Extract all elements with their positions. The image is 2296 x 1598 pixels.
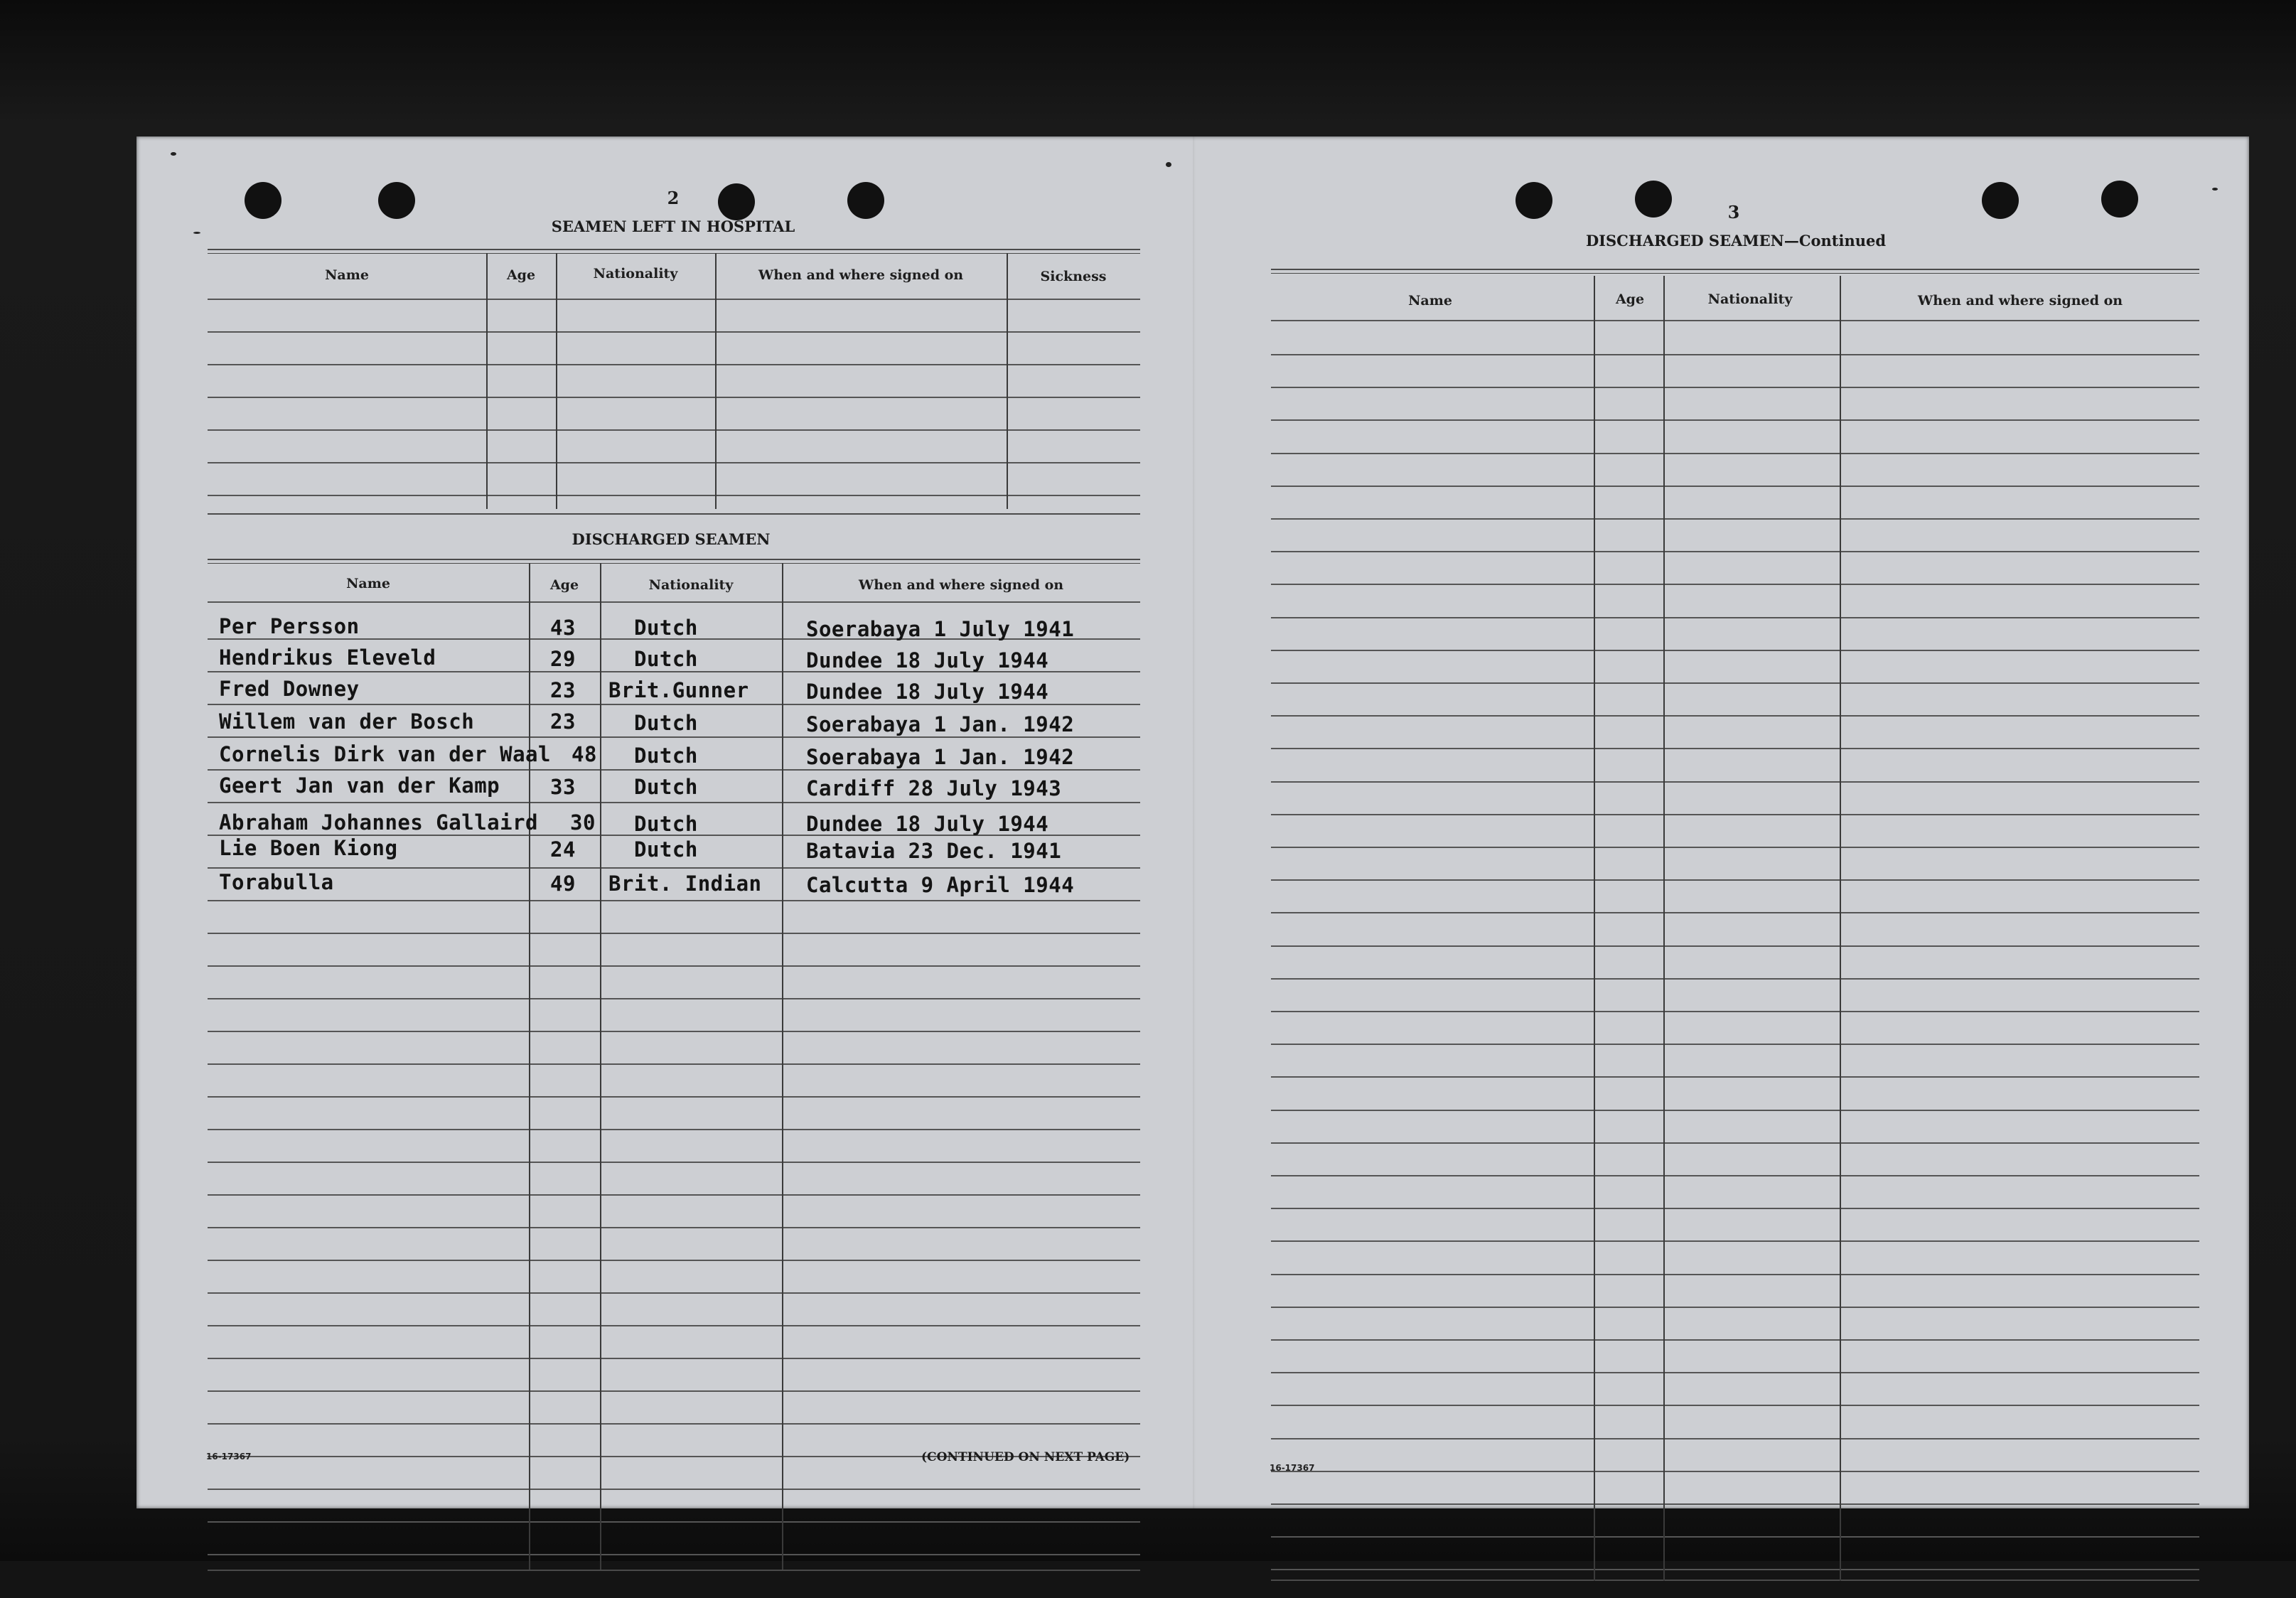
row-rule xyxy=(208,1423,1140,1425)
rule xyxy=(208,249,1140,250)
seaman-age: 29 xyxy=(550,647,576,671)
punch-hole xyxy=(718,183,755,220)
column-divider xyxy=(600,563,601,1570)
seaman-signed-on: Soerabaya 1 Jan. 1942 xyxy=(806,745,1075,769)
column-header-name: Name xyxy=(325,267,369,283)
column-header-signed-on: When and where signed on xyxy=(758,267,964,283)
row-rule xyxy=(1271,682,2199,684)
row-rule xyxy=(1271,1076,2199,1078)
discharged-section-title: DISCHARGED SEAMEN xyxy=(572,530,771,548)
column-header-nationality: Nationality xyxy=(593,266,678,281)
punch-hole xyxy=(847,182,884,219)
rule xyxy=(1271,320,2199,321)
row-rule xyxy=(1271,1405,2199,1406)
seaman-signed-on: Soerabaya 1 July 1941 xyxy=(806,617,1075,641)
seaman-age: 48 xyxy=(572,742,597,766)
row-rule xyxy=(208,462,1140,463)
seaman-nationality: Dutch xyxy=(634,812,698,836)
row-rule xyxy=(208,1292,1140,1294)
column-header-age: Age xyxy=(549,577,579,593)
rule xyxy=(208,1570,1140,1571)
column-header-name: Name xyxy=(346,576,390,591)
column-divider xyxy=(715,253,717,509)
seaman-name: Lie Boen Kiong xyxy=(219,836,398,860)
row-rule xyxy=(1271,978,2199,980)
seaman-age: 33 xyxy=(550,775,576,799)
seaman-signed-on: Dundee 18 July 1944 xyxy=(806,648,1049,672)
row-rule xyxy=(208,1096,1140,1098)
row-rule xyxy=(1271,1339,2199,1341)
row-rule xyxy=(1271,1240,2199,1242)
row-rule xyxy=(208,802,1140,803)
row-rule xyxy=(1271,1011,2199,1012)
row-rule xyxy=(208,965,1140,967)
seaman-name: Geert Jan van der Kamp xyxy=(219,773,500,798)
row-rule xyxy=(1271,617,2199,618)
seaman-name: Torabulla xyxy=(219,870,334,894)
seaman-nationality: Dutch xyxy=(634,647,698,671)
column-header-nationality: Nationality xyxy=(648,577,734,593)
row-rule xyxy=(1271,650,2199,651)
punch-hole xyxy=(378,182,415,219)
hospital-section-title: SEAMEN LEFT IN HOSPITAL xyxy=(551,218,795,235)
seaman-name: Willem van der Bosch xyxy=(219,709,475,734)
seaman-age: 30 xyxy=(570,810,596,835)
column-header-signed-on: When and where signed on xyxy=(858,577,1064,593)
row-rule xyxy=(208,1162,1140,1163)
row-rule xyxy=(1271,1208,2199,1209)
row-rule xyxy=(1271,1569,2199,1570)
row-rule xyxy=(1271,419,2199,421)
row-rule xyxy=(208,364,1140,365)
seaman-nationality: Brit. Indian xyxy=(608,872,762,896)
discharged-continued-title: DISCHARGED SEAMEN—Continued xyxy=(1585,232,1887,250)
row-rule xyxy=(208,1129,1140,1130)
column-header-name: Name xyxy=(1408,293,1452,309)
column-header-age: Age xyxy=(1615,291,1645,307)
seaman-nationality: Brit.Gunner xyxy=(608,678,749,702)
row-rule xyxy=(208,1260,1140,1261)
rule xyxy=(208,253,1140,254)
row-rule xyxy=(1271,1503,2199,1505)
row-rule xyxy=(208,1554,1140,1555)
rule xyxy=(1271,273,2199,274)
punch-hole xyxy=(1635,181,1672,218)
punch-hole xyxy=(2101,181,2138,218)
seaman-name: Abraham Johannes Gallaird xyxy=(219,810,538,835)
seaman-name: Cornelis Dirk van der Waal xyxy=(219,742,551,766)
row-rule xyxy=(1271,1044,2199,1045)
discharged-table xyxy=(208,559,1140,1589)
ink-speck xyxy=(2212,188,2218,191)
row-rule xyxy=(208,1227,1140,1228)
row-rule xyxy=(1271,1438,2199,1439)
column-divider xyxy=(1007,253,1008,509)
column-header-sickness: Sickness xyxy=(1040,269,1107,284)
row-rule xyxy=(1271,387,2199,388)
seaman-signed-on: Cardiff 28 July 1943 xyxy=(806,776,1062,800)
row-rule xyxy=(1271,912,2199,913)
seaman-nationality: Dutch xyxy=(634,837,698,862)
row-rule xyxy=(1271,354,2199,355)
column-divider xyxy=(782,563,783,1570)
row-rule xyxy=(208,1489,1140,1490)
row-rule xyxy=(208,1390,1140,1392)
row-rule xyxy=(1271,584,2199,585)
seaman-name: Fred Downey xyxy=(219,677,360,701)
row-rule xyxy=(208,495,1140,496)
row-rule xyxy=(208,1063,1140,1065)
rule xyxy=(1271,1580,2199,1581)
seaman-age: 23 xyxy=(550,709,576,734)
row-rule xyxy=(1271,748,2199,749)
column-divider xyxy=(486,253,488,509)
page-number: 3 xyxy=(1727,202,1740,222)
row-rule xyxy=(1271,518,2199,520)
row-rule xyxy=(208,1194,1140,1196)
column-divider xyxy=(1840,276,1841,1581)
row-rule xyxy=(208,933,1140,934)
row-rule xyxy=(1271,551,2199,552)
rule xyxy=(208,563,1140,564)
row-rule xyxy=(208,1521,1140,1523)
row-rule xyxy=(1271,1372,2199,1373)
ledger-sheet xyxy=(136,136,2249,1508)
row-rule xyxy=(208,736,1140,738)
column-divider xyxy=(529,563,530,1570)
row-rule xyxy=(1271,781,2199,783)
row-rule xyxy=(1271,486,2199,487)
column-header-nationality: Nationality xyxy=(1707,291,1793,307)
row-rule xyxy=(208,1358,1140,1359)
seaman-age: 23 xyxy=(550,678,576,702)
row-rule xyxy=(1271,1110,2199,1111)
punch-hole xyxy=(1982,182,2019,219)
page-number: 2 xyxy=(667,188,680,208)
row-rule xyxy=(1271,1471,2199,1472)
row-rule xyxy=(208,998,1140,999)
row-rule xyxy=(1271,814,2199,815)
column-divider xyxy=(1663,276,1665,1581)
row-rule xyxy=(208,397,1140,398)
row-rule xyxy=(208,769,1140,771)
row-rule xyxy=(1271,879,2199,881)
seaman-name: Hendrikus Eleveld xyxy=(219,645,436,670)
row-rule xyxy=(208,900,1140,901)
seaman-signed-on: Dundee 18 July 1944 xyxy=(806,812,1049,836)
rule xyxy=(208,601,1140,603)
row-rule xyxy=(208,429,1140,431)
seaman-nationality: Dutch xyxy=(634,744,698,768)
seaman-nationality: Dutch xyxy=(634,775,698,799)
row-rule xyxy=(1271,453,2199,454)
row-rule xyxy=(208,867,1140,869)
rule xyxy=(208,559,1140,560)
ink-speck xyxy=(1166,162,1171,167)
column-header-signed-on: When and where signed on xyxy=(1917,293,2123,309)
seaman-signed-on: Soerabaya 1 Jan. 1942 xyxy=(806,712,1075,736)
column-divider xyxy=(1594,276,1595,1581)
discharged-continued-table xyxy=(1271,269,2199,1598)
seaman-age: 43 xyxy=(550,616,576,640)
seaman-signed-on: Calcutta 9 April 1944 xyxy=(806,873,1075,897)
ink-speck xyxy=(171,152,176,156)
row-rule xyxy=(1271,1307,2199,1308)
row-rule xyxy=(1271,945,2199,947)
form-code: 16-17367 xyxy=(1270,1463,1315,1473)
seaman-name: Per Persson xyxy=(219,614,360,638)
row-rule xyxy=(1271,1142,2199,1144)
row-rule xyxy=(208,704,1140,705)
row-rule xyxy=(1271,1274,2199,1275)
row-rule xyxy=(1271,1536,2199,1538)
column-divider xyxy=(556,253,557,509)
rule xyxy=(208,299,1140,300)
column-header-age: Age xyxy=(506,267,536,283)
row-rule xyxy=(208,1031,1140,1032)
seaman-signed-on: Dundee 18 July 1944 xyxy=(806,680,1049,704)
seaman-nationality: Dutch xyxy=(634,616,698,640)
seaman-signed-on: Batavia 23 Dec. 1941 xyxy=(806,839,1062,863)
punch-hole xyxy=(1516,182,1552,219)
seaman-nationality: Dutch xyxy=(634,711,698,735)
row-rule xyxy=(1271,715,2199,717)
seaman-age: 24 xyxy=(550,837,576,862)
row-rule xyxy=(208,331,1140,333)
rule xyxy=(208,513,1140,515)
row-rule xyxy=(1271,1175,2199,1176)
form-code: 16-17367 xyxy=(206,1452,252,1462)
continued-note: (CONTINUED ON NEXT PAGE) xyxy=(921,1450,1130,1464)
ink-speck xyxy=(193,232,200,234)
rule xyxy=(1271,269,2199,270)
seaman-age: 49 xyxy=(550,872,576,896)
row-rule xyxy=(208,1325,1140,1326)
row-rule xyxy=(1271,847,2199,848)
punch-hole xyxy=(245,182,281,219)
